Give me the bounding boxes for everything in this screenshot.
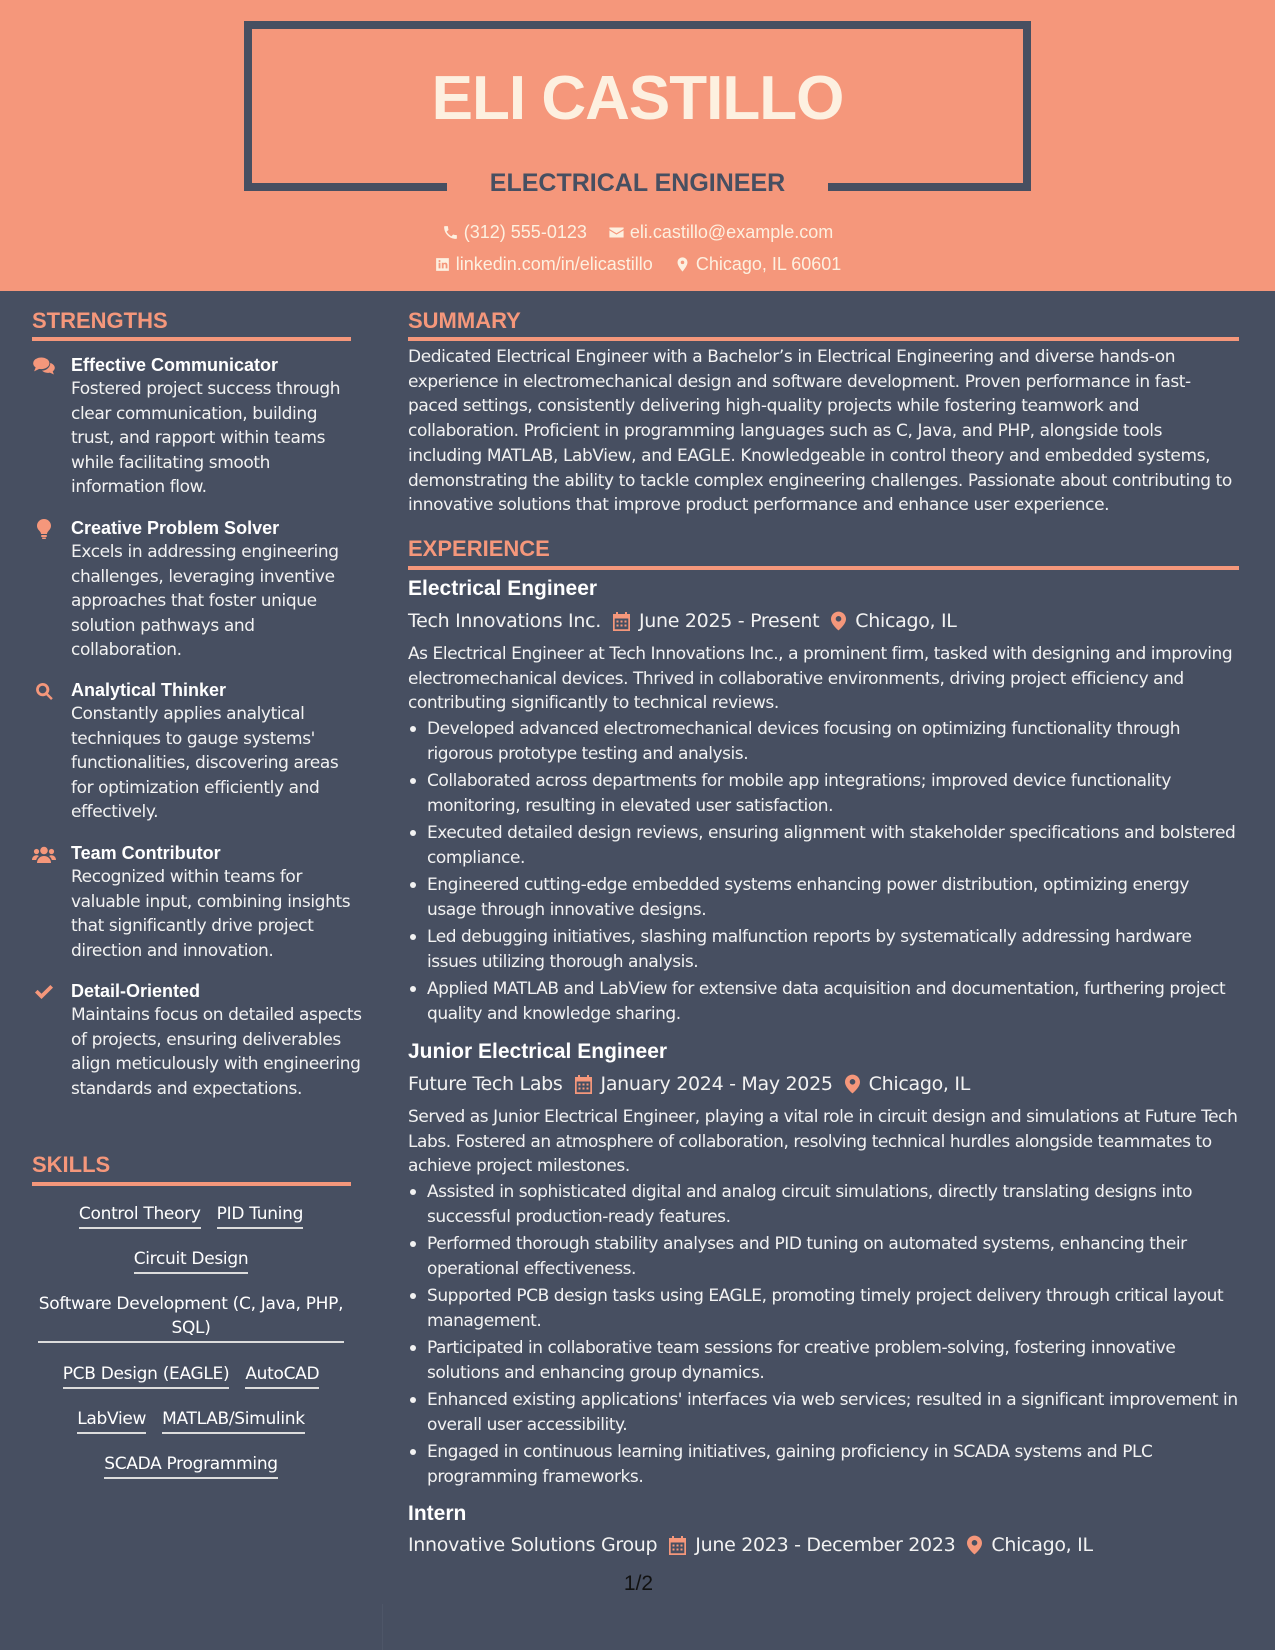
summary-rule (408, 337, 1239, 341)
skills-row (32, 1407, 350, 1434)
experience-heading: EXPERIENCE (408, 536, 550, 561)
skill-tag: Control Theory (79, 1202, 201, 1229)
skill-tag: LabView (77, 1407, 146, 1434)
strength-title: Effective Communicator (71, 355, 279, 375)
skills-row (32, 1247, 350, 1274)
contact-row-2 (0, 252, 1275, 279)
summary-heading: SUMMARY (408, 308, 521, 333)
strength-description: Constantly applies analytical techniques to gauge systems' functionalities, discovering areas for optimization efficiently and effectively. (71, 704, 339, 822)
strength-description: Maintains focus on detailed aspects of projects, ensuring deliverables align meticulously with engineering standards and expectations. (71, 1005, 362, 1099)
contact-email[interactable] (608, 220, 833, 244)
strength-title: Detail-Oriented (71, 981, 201, 1001)
strength-item (32, 678, 362, 825)
strength-description: Recognized within teams for valuable input, combining insights that significantly drive project direction and innovation. (71, 867, 351, 961)
skill-tag: PCB Design (EAGLE) (63, 1362, 230, 1389)
strength-item (32, 516, 362, 663)
job-bullet: Developed advanced electromechanical devices focusing on optimizing functionality through rigorous prototype testing and analysis. (408, 717, 1238, 766)
strength-item (32, 353, 362, 500)
column-divider (382, 1604, 383, 1650)
strength-title: Creative Problem Solver (71, 518, 280, 538)
phone-icon (442, 224, 459, 241)
contact-phone[interactable] (442, 220, 587, 244)
skills-row (32, 1452, 350, 1479)
job-bullet: Engineered cutting-edge embedded systems enhancing power distribution, optimizing energy usage through innovative designs. (408, 873, 1238, 922)
job-dates: January 2024 - May 2025 (600, 1073, 833, 1095)
job-location: Chicago, IL (868, 1073, 971, 1095)
candidate-title: ELECTRICAL ENGINEER (489, 169, 786, 197)
linkedin-text: linkedin.com/in/elicastillo (455, 254, 653, 274)
job-bullet: Supported PCB design tasks using EAGLE, promoting timely project delivery through critical layout management. (408, 1284, 1238, 1333)
calendar-icon (613, 612, 630, 631)
job-meta (408, 1071, 1238, 1097)
map-pin-icon (831, 611, 846, 631)
users-icon (32, 844, 56, 864)
job-description: As Electrical Engineer at Tech Innovations Inc., a prominent firm, tasked with designing and improving electromechanical devices. Thrived in collaborative environments, driving project efficiency and contributing significantly to technical reviews. (408, 644, 1233, 713)
job-bullets (408, 1180, 1238, 1492)
calendar-icon (669, 1536, 686, 1555)
job-role: Junior Electrical Engineer (408, 1040, 668, 1063)
map-pin-icon (674, 256, 691, 273)
skills-row (32, 1202, 350, 1229)
job-meta (408, 1532, 1238, 1558)
map-pin-icon (845, 1074, 860, 1094)
job-bullet: Led debugging initiatives, slashing malfunction reports by systematically addressing hardware issues utilizing thorough analysis. (408, 925, 1238, 974)
skills-row (32, 1362, 350, 1389)
job-company: Tech Innovations Inc. (408, 610, 601, 632)
job-role: Electrical Engineer (408, 577, 598, 600)
contact-location (674, 252, 841, 276)
strength-description: Fostered project success through clear communication, building trust, and rapport within teams while facilitating smooth information flow. (71, 379, 341, 497)
skill-tag: AutoCAD (245, 1362, 319, 1389)
job-role: Intern (408, 1502, 467, 1525)
job-bullet: Executed detailed design reviews, ensuring alignment with stakeholder specifications and bolstered compliance. (408, 821, 1238, 870)
strength-description: Excels in addressing engineering challenges, leveraging inventive approaches that foster unique solution pathways and collaboration. (71, 542, 339, 660)
job-bullet: Applied MATLAB and LabView for extensive data acquisition and documentation, furthering project quality and knowledge sharing. (408, 977, 1238, 1026)
job-location: Chicago, IL (855, 610, 957, 632)
skill-tag: PID Tuning (217, 1202, 303, 1229)
skill-tag: MATLAB/Simulink (162, 1407, 305, 1434)
job-description: Served as Junior Electrical Engineer, playing a vital role in circuit design and simulations at Future Tech Labs. Fostered an atmosphere of collaboration, resolving technical hurdles alongside teammates to achieve project milestones. (408, 1107, 1238, 1176)
summary-text: Dedicated Electrical Engineer with a Bachelor’s in Electrical Engineering and diverse hands-on experience in electromechanical design and software development. Proven performance in fast-paced settings, consistently delivering high-quality projects while fostering teamwork and collaboration. Proficient in programming languages such as C, Java, and PHP, alongside tools including MATLAB, LabView, and EAGLE. Knowledgeable in control theory and embedded systems, demonstrating the ability to tackle complex engineering challenges. Passionate about contributing to innovative solutions that improve product performance and enhance user experience. (408, 347, 1232, 516)
lightbulb-icon (32, 519, 56, 539)
skill-tag: Circuit Design (134, 1247, 249, 1274)
job-bullet: Enhanced existing applications' interfaces via web services; resulted in a significant improvement in overall user accessibility. (408, 1388, 1238, 1437)
resume-header (0, 0, 1275, 291)
skill-tag: Software Development (C, Java, PHP, SQL) (38, 1292, 344, 1343)
check-icon (32, 982, 56, 1002)
strength-title: Team Contributor (71, 843, 221, 863)
envelope-icon (608, 224, 625, 241)
phone-text: (312) 555-0123 (463, 222, 587, 242)
calendar-icon (575, 1075, 592, 1094)
job-dates: June 2023 - December 2023 (695, 1534, 956, 1556)
job-bullet: Performed thorough stability analyses and PID tuning on automated systems, enhancing their operational effectiveness. (408, 1232, 1238, 1281)
strength-item (32, 841, 362, 963)
job-company: Future Tech Labs (408, 1073, 563, 1095)
map-pin-icon (967, 1535, 982, 1555)
candidate-name: ELI CASTILLO (431, 64, 844, 133)
job-dates: June 2025 - Present (638, 610, 820, 632)
search-icon (32, 681, 56, 701)
email-text: eli.castillo@example.com (629, 222, 834, 242)
strengths-heading: STRENGTHS (32, 308, 168, 333)
location-text: Chicago, IL 60601 (695, 254, 842, 274)
job-company: Innovative Solutions Group (408, 1534, 658, 1556)
job-location: Chicago, IL (991, 1534, 1093, 1556)
strengths-rule (32, 337, 351, 341)
contact-row-1 (0, 220, 1275, 247)
strength-item (32, 979, 362, 1101)
skills-heading: SKILLS (32, 1152, 111, 1177)
linkedin-icon (434, 256, 451, 273)
contact-linkedin[interactable] (434, 252, 653, 276)
page-number: 1/2 (623, 1572, 654, 1595)
job-meta (408, 608, 1238, 634)
comments-icon (32, 356, 56, 376)
skills-rule (32, 1182, 351, 1186)
job-bullet: Assisted in sophisticated digital and analog circuit simulations, directly translating designs into successful production-ready features. (408, 1180, 1238, 1229)
job-bullets (408, 717, 1238, 1029)
job-bullet: Engaged in continuous learning initiatives, gaining proficiency in SCADA systems and PLC programming frameworks. (408, 1440, 1238, 1489)
skill-tag: SCADA Programming (104, 1452, 278, 1479)
job-bullet: Collaborated across departments for mobile app integrations; improved device functionality monitoring, resulting in elevated user satisfaction. (408, 769, 1238, 818)
strength-title: Analytical Thinker (71, 680, 227, 700)
job-bullet: Participated in collaborative team sessions for creative problem-solving, fostering innovative solutions and enhancing group dynamics. (408, 1336, 1238, 1385)
experience-rule (408, 566, 1239, 570)
